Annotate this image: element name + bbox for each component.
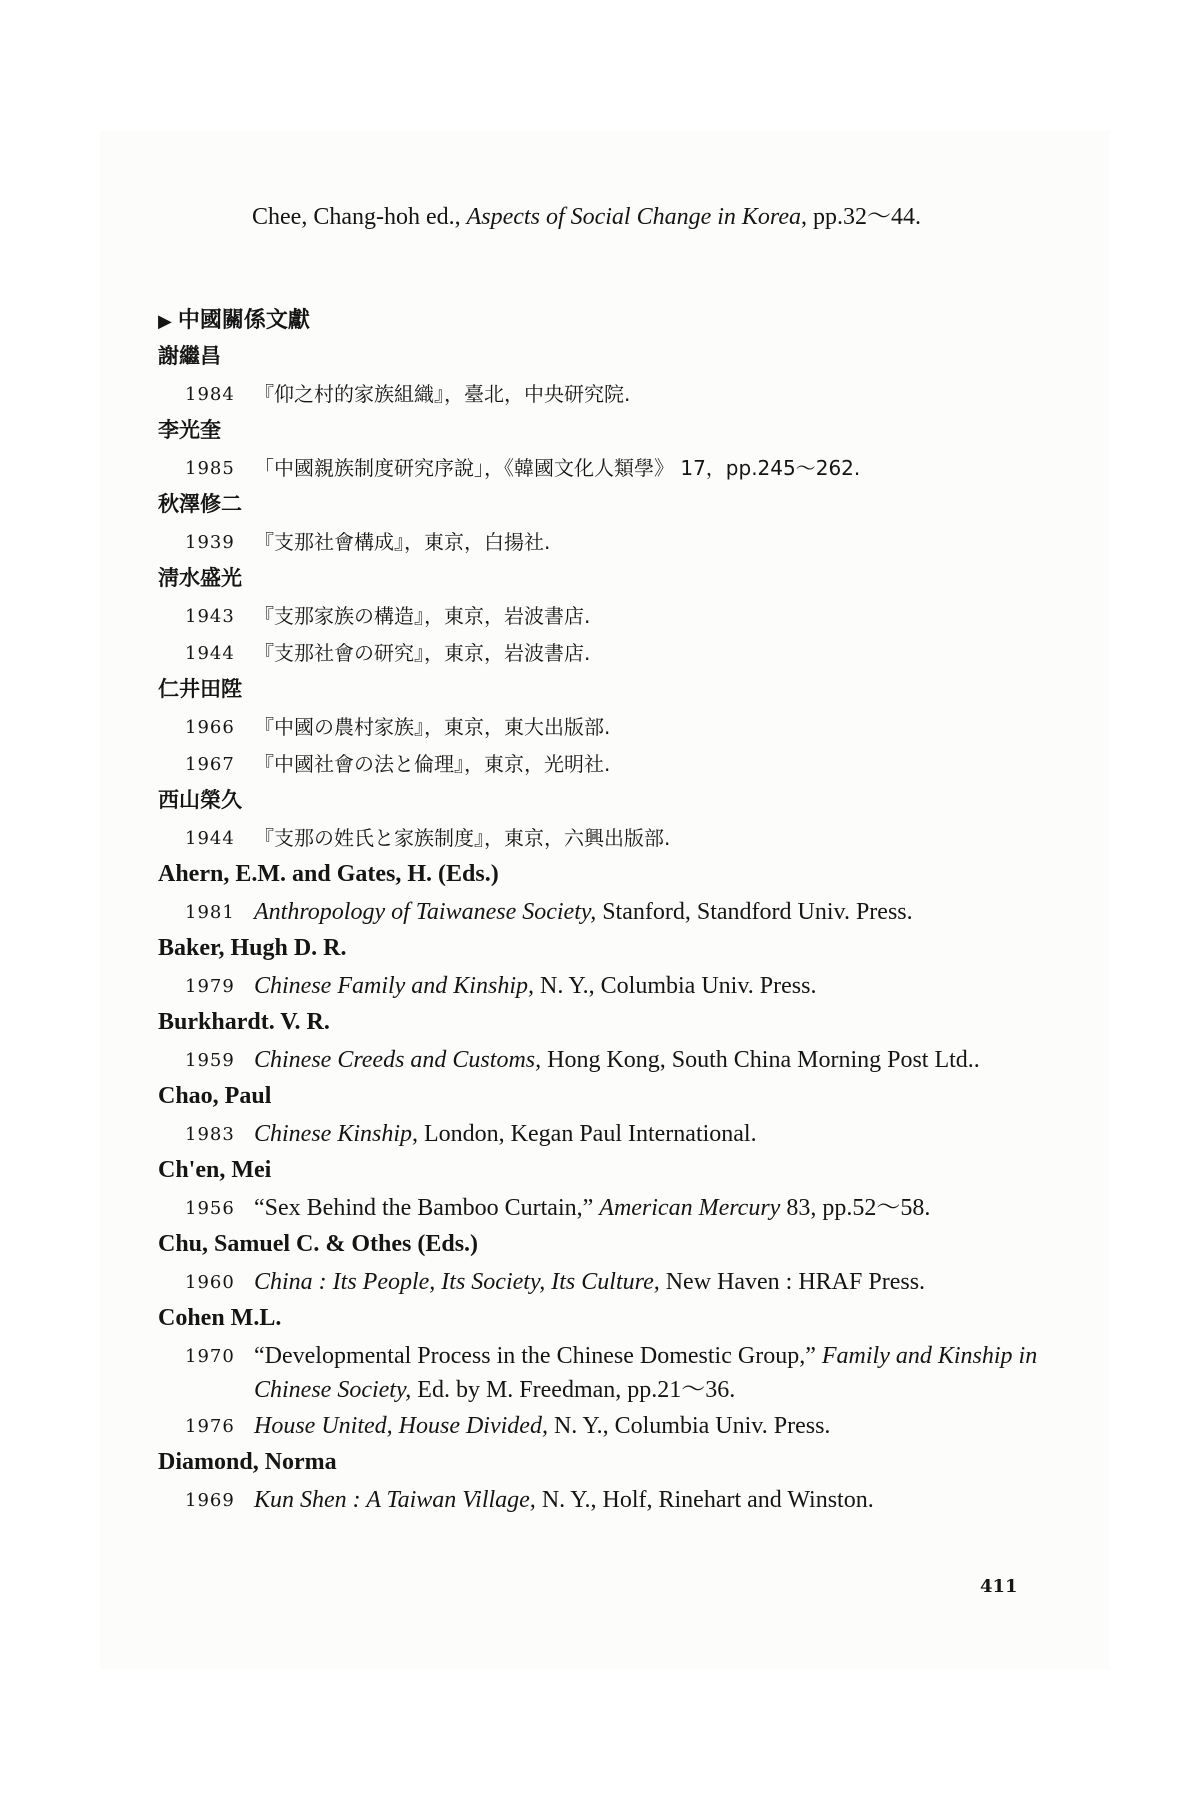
reference-title: Chinese Family and Kinship, <box>254 973 534 999</box>
continued-reference <box>252 196 921 231</box>
reference-text <box>254 967 1078 1003</box>
author-name: Chao, Paul <box>158 1083 272 1109</box>
reference-year: 1969 <box>185 1490 235 1511</box>
author-name: 西山榮久 <box>158 788 242 812</box>
reference-publisher: Ed. by M. Freedman, pp.21～36. <box>411 1377 736 1403</box>
reference-item <box>158 1407 1078 1444</box>
reference-item <box>158 523 1078 560</box>
reference-item <box>158 597 1078 634</box>
reference-text: 『支那家族の構造』，東京，岩波書店. <box>254 604 591 628</box>
section-heading <box>158 303 310 334</box>
reference-item <box>158 375 1078 412</box>
reference-text: 『支那の姓氏と家族制度』，東京，六興出版部. <box>254 826 671 850</box>
author-name: Ch'en, Mei <box>158 1157 272 1183</box>
reference-publisher: N. Y., Columbia Univ. Press. <box>533 973 817 999</box>
author-name: 李光奎 <box>158 418 221 442</box>
reference-item <box>158 1041 1078 1078</box>
reference-year: 1979 <box>185 976 235 997</box>
reference-item <box>158 1189 1078 1226</box>
reference-title: China : Its People, Its Society, Its Culture, <box>254 1269 660 1295</box>
reference-title: American Mercury <box>599 1195 781 1221</box>
reference-text: 「中國親族制度研究序說」，《韓國文化人類學》 17，pp.245～262. <box>254 456 861 480</box>
reference-title: House United, House Divided, <box>254 1413 548 1439</box>
reference-year: 1985 <box>185 458 235 479</box>
reference-title: Anthropology of Taiwanese Society, <box>254 899 597 925</box>
reference-year: 1966 <box>185 717 235 738</box>
reference-text <box>254 1115 1078 1151</box>
reference-year: 1944 <box>185 828 235 849</box>
reference-year: 1983 <box>185 1124 235 1145</box>
author-name: Baker, Hugh D. R. <box>158 935 347 961</box>
triangle-marker-icon: ▶ <box>158 311 172 332</box>
reference-title: Kun Shen : A Taiwan Village, <box>254 1487 536 1513</box>
bibliography-list <box>158 338 1078 1518</box>
author-name: Cohen M.L. <box>158 1305 282 1331</box>
reference-text: 『仰之村的家族組織』，臺北，中央研究院. <box>254 382 631 406</box>
reference-text <box>254 1041 1078 1077</box>
continued-reference-title: Aspects of Social Change in Korea <box>466 204 802 230</box>
reference-publisher: 83, pp.52～58. <box>780 1195 931 1221</box>
author-name: 淸水盛光 <box>158 566 242 590</box>
reference-year: 1970 <box>185 1346 235 1367</box>
reference-item <box>158 745 1078 782</box>
reference-publisher: London, Kegan Paul International. <box>418 1121 757 1147</box>
reference-text <box>254 1189 1078 1225</box>
author-name: Ahern, E.M. and Gates, H. (Eds.) <box>158 861 499 887</box>
reference-year: 1944 <box>185 643 235 664</box>
reference-item <box>158 1263 1078 1300</box>
reference-title: Chinese Kinship, <box>254 1121 419 1147</box>
author-name: Diamond, Norma <box>158 1449 337 1475</box>
reference-year: 1956 <box>185 1198 235 1219</box>
reference-year: 1943 <box>185 606 235 627</box>
author-name: 謝繼昌 <box>158 344 221 368</box>
reference-text <box>254 1407 1078 1443</box>
reference-year: 1960 <box>185 1272 235 1293</box>
continued-reference-suffix: , pp.32～44. <box>801 204 922 230</box>
reference-year: 1976 <box>185 1416 235 1437</box>
reference-text <box>254 1263 1078 1299</box>
reference-item <box>158 819 1078 856</box>
page-number: 411 <box>980 1576 1018 1597</box>
reference-item <box>158 449 1078 486</box>
reference-text <box>254 1337 1078 1407</box>
author-name: Burkhardt. V. R. <box>158 1009 330 1035</box>
reference-item <box>158 634 1078 671</box>
continued-reference-prefix: Chee, Chang-hoh ed., <box>252 204 467 230</box>
reference-publisher: New Haven : HRAF Press. <box>659 1269 926 1295</box>
reference-title: Family and Kinship in Chinese Society, <box>254 1343 1038 1403</box>
author-name: 秋澤修二 <box>158 492 242 516</box>
reference-text: 『中國の農村家族』，東京，東大出版部. <box>254 715 611 739</box>
reference-publisher: Hong Kong, South China Morning Post Ltd.. <box>541 1047 980 1073</box>
reference-year: 1959 <box>185 1050 235 1071</box>
reference-text: 『支那社會構成』，東京，白揚社. <box>254 530 551 554</box>
reference-year: 1939 <box>185 532 235 553</box>
reference-publisher: N. Y., Holf, Rinehart and Winston. <box>535 1487 874 1513</box>
reference-text <box>254 893 1078 929</box>
reference-article-title: “Developmental Process in the Chinese Domestic Group,” <box>254 1343 822 1369</box>
reference-item <box>158 708 1078 745</box>
reference-publisher: N. Y., Columbia Univ. Press. <box>547 1413 831 1439</box>
reference-publisher: Stanford, Standford Univ. Press. <box>596 899 913 925</box>
reference-item <box>158 1481 1078 1518</box>
reference-year: 1981 <box>185 902 235 923</box>
reference-article-title: “Sex Behind the Bamboo Curtain,” <box>254 1195 600 1221</box>
reference-text: 『中國社會の法と倫理』，東京，光明社. <box>254 752 611 776</box>
reference-item <box>158 967 1078 1004</box>
author-name: Chu, Samuel C. & Othes (Eds.) <box>158 1231 479 1257</box>
reference-text <box>254 1481 1078 1517</box>
reference-year: 1984 <box>185 384 235 405</box>
author-name: 仁井田陞 <box>158 677 242 701</box>
reference-item <box>158 893 1078 930</box>
reference-item <box>158 1337 1078 1407</box>
section-heading-text: 中國關係文獻 <box>177 308 310 333</box>
reference-text: 『支那社會の研究』，東京，岩波書店. <box>254 641 591 665</box>
reference-title: Chinese Creeds and Customs, <box>254 1047 542 1073</box>
reference-year: 1967 <box>185 754 235 775</box>
reference-item <box>158 1115 1078 1152</box>
